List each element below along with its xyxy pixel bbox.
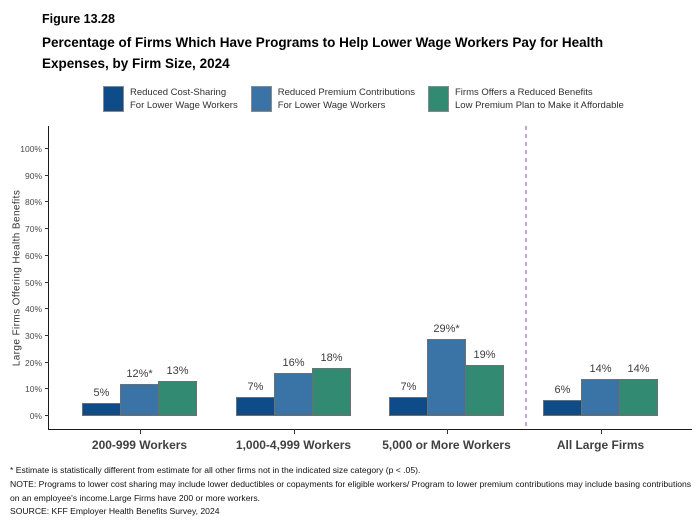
bar-value-label: 19% — [473, 349, 496, 362]
y-axis-tick — [45, 175, 49, 176]
y-axis-tick-label: 50% — [24, 277, 42, 288]
legend-label-line: Reduced Cost-Sharing — [130, 87, 227, 98]
bar-value-label: 7% — [400, 381, 417, 394]
legend-label — [278, 86, 415, 112]
legend-label — [130, 86, 238, 112]
y-axis-tick — [45, 282, 49, 283]
bar-value-label: 29%* — [433, 322, 460, 335]
legend-label-line: For Lower Wage Workers — [130, 100, 238, 111]
x-category-label: All Large Firms — [556, 438, 645, 452]
y-axis-tick — [45, 201, 49, 202]
bar — [82, 403, 121, 416]
bar-value-label: 16% — [282, 357, 305, 370]
x-axis-tick — [447, 429, 448, 434]
y-axis-tick — [45, 388, 49, 389]
bar-value-label: 14% — [627, 362, 650, 375]
y-axis-tick-label: 20% — [24, 357, 42, 368]
bar — [236, 397, 275, 416]
y-axis-tick-label: 100% — [20, 144, 42, 154]
bar-value-label: 7% — [247, 381, 264, 394]
x-axis-tick — [294, 429, 295, 434]
legend-label — [455, 86, 624, 112]
bar — [158, 381, 197, 416]
y-axis-tick-label: 30% — [24, 330, 42, 341]
bar-value-label: 18% — [320, 351, 343, 364]
bar — [619, 379, 658, 416]
y-axis-tick-label: 60% — [24, 250, 42, 261]
legend-item-reduced-premium-contributions — [251, 86, 415, 112]
y-axis-tick-label: 70% — [24, 224, 42, 235]
figure-label: Figure 13.28 — [42, 12, 115, 26]
footnotes — [10, 464, 695, 519]
y-axis-title: Large Firms Offering Health Benefits — [11, 189, 23, 367]
bar-value-label: 6% — [554, 383, 571, 396]
bar — [389, 397, 428, 416]
chart-title-line1: Percentage of Firms Which Have Programs to Help Lower Wage Workers Pay for Health — [42, 35, 604, 50]
y-axis-tick — [45, 228, 49, 229]
x-axis-tick — [601, 429, 602, 434]
bar-value-label: 13% — [166, 365, 189, 378]
x-axis-tick — [140, 429, 141, 434]
legend-label-line: For Lower Wage Workers — [277, 100, 386, 111]
x-category-label: 5,000 or More Workers — [382, 438, 511, 452]
y-axis-tick — [45, 148, 49, 149]
bar-value-label: 14% — [589, 362, 612, 375]
bar — [581, 379, 620, 416]
bar — [543, 400, 582, 416]
y-axis-tick-label: 90% — [24, 170, 42, 181]
y-axis-tick — [45, 308, 49, 309]
bar — [312, 368, 351, 416]
legend-swatch-dark-blue — [103, 86, 124, 112]
y-axis-tick — [45, 415, 49, 416]
y-axis-tick-label: 80% — [24, 197, 42, 208]
legend-label-line: Low Premium Plan to Make it Affordable — [455, 100, 624, 111]
legend-swatch-medium-blue — [251, 86, 272, 112]
legend-swatch-green — [428, 86, 449, 112]
y-axis-tick — [45, 362, 49, 363]
footnote-asterisk: * Estimate is statistically different from estimate for all other firms not in the indicated size category (p < .05). — [10, 465, 421, 475]
footnote-source: SOURCE: KFF Employer Health Benefits Survey, 2024 — [10, 506, 220, 517]
legend-label-line: Reduced Premium Contributions — [277, 87, 415, 98]
footnote-note: NOTE: Programs to lower cost sharing may include lower deductibles or copayments for eligible workers/ Program to lower premium contributions may include basing contributions on an employee's income.Large Firms have 200 or more workers. — [10, 478, 692, 503]
x-category-label: 200-999 Workers — [91, 438, 188, 452]
bar-value-label: 12%* — [126, 367, 153, 380]
chart-title-line2: Expenses, by Firm Size, 2024 — [42, 56, 230, 71]
bar — [120, 384, 159, 416]
legend-item-reduced-cost-sharing — [103, 86, 238, 112]
legend-item-reduced-benefits-plan — [428, 86, 624, 112]
y-axis-tick-label: 40% — [24, 304, 42, 315]
legend-label-line: Firms Offers a Reduced Benefits — [455, 87, 593, 98]
x-category-label: 1,000-4,999 Workers — [235, 438, 352, 452]
y-axis-tick-label: 10% — [24, 384, 42, 395]
bar — [274, 373, 313, 416]
y-axis-tick — [45, 255, 49, 256]
plot-panel — [20, 126, 692, 452]
y-axis-tick-label: 0% — [29, 411, 42, 421]
legend — [103, 86, 624, 112]
bar — [465, 365, 504, 416]
title-block — [42, 12, 687, 74]
bar-value-label: 5% — [93, 386, 110, 399]
y-axis-tick — [45, 335, 49, 336]
